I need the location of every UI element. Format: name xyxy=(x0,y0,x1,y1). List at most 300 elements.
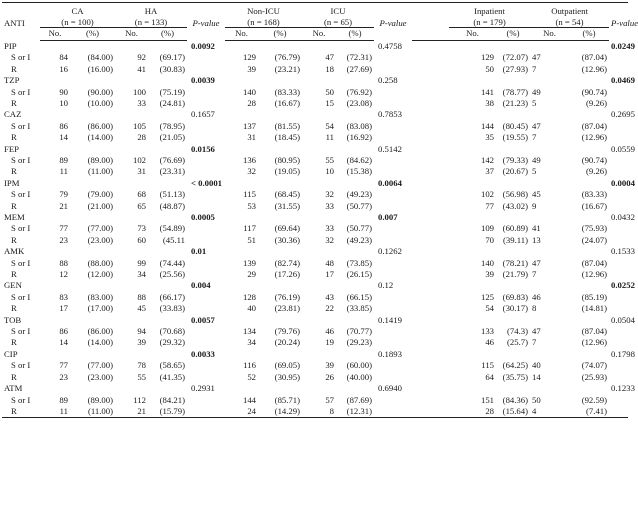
table-row xyxy=(2,223,628,234)
count-cell: 5 xyxy=(532,166,537,177)
p-value-ca-ha: < 0.0001 xyxy=(191,177,223,188)
percent-cell: (78.95) xyxy=(159,120,185,131)
percent-cell: (45.11 xyxy=(162,234,185,245)
pct-header: (%) xyxy=(258,28,302,41)
count-cell: 37 xyxy=(485,166,495,177)
count-cell: 100 xyxy=(132,86,146,97)
count-cell: 86 xyxy=(59,120,68,131)
drug-name: CAZ xyxy=(4,109,22,120)
count-cell: 50 xyxy=(325,86,335,97)
count-cell: 40 xyxy=(247,303,256,314)
drug-name: PIP xyxy=(4,40,17,51)
percent-cell: (11.00) xyxy=(87,166,113,177)
table-row xyxy=(2,395,628,406)
percent-cell: (80.45) xyxy=(502,120,529,131)
percent-cell: (79.76) xyxy=(274,326,301,337)
p-value-icu: 0.0064 xyxy=(378,177,402,188)
count-cell: 41 xyxy=(532,223,541,234)
p-value-inout: 0.0469 xyxy=(611,75,635,86)
percent-cell: (31.55) xyxy=(274,200,301,211)
percent-cell: (75.19) xyxy=(159,86,185,97)
count-cell: 52 xyxy=(247,371,256,382)
percent-cell: (17.26) xyxy=(274,269,301,280)
outpatient-header: Outpatient (n = 54) xyxy=(530,3,609,28)
percent-cell: (77.00) xyxy=(87,223,113,234)
percent-cell: (69.17) xyxy=(159,52,185,63)
p-value-header-2: P-value xyxy=(374,3,412,41)
count-cell: 115 xyxy=(243,189,256,200)
p-value-header-3: P-value xyxy=(609,3,628,41)
row-label: R xyxy=(11,132,17,143)
count-cell: 17 xyxy=(325,269,335,280)
count-cell: 79 xyxy=(59,189,68,200)
header-row-subcols xyxy=(2,28,628,41)
count-cell: 112 xyxy=(133,394,146,405)
count-cell: 64 xyxy=(485,371,495,382)
row-label: S or I xyxy=(11,394,31,405)
percent-cell: (24.81) xyxy=(159,97,185,108)
p-value-ca-ha: 0.0033 xyxy=(191,348,215,359)
percent-cell: (7.41) xyxy=(569,406,609,418)
drug-name: FEP xyxy=(4,143,19,154)
drug-name: TOB xyxy=(4,314,22,325)
icu-header: ICU (n = 65) xyxy=(302,3,374,28)
count-cell: 116 xyxy=(243,360,256,371)
percent-cell: (10.00) xyxy=(87,97,113,108)
drug-row xyxy=(2,349,628,360)
percent-cell: (26.15) xyxy=(346,269,373,280)
percent-cell: (83.33) xyxy=(581,189,608,200)
count-cell: 29 xyxy=(247,269,256,280)
percent-cell: (19.05) xyxy=(274,166,301,177)
p-value-inout: 0.0249 xyxy=(611,40,635,51)
p-value-header-1: P-value xyxy=(187,3,225,41)
table-row xyxy=(2,132,628,143)
no-header: No. xyxy=(302,28,336,41)
count-cell: 21 xyxy=(115,406,148,418)
percent-cell: (15.64) xyxy=(496,406,530,418)
percent-cell: (90.74) xyxy=(581,154,608,165)
count-cell: 49 xyxy=(532,154,541,165)
percent-cell: (69.83) xyxy=(502,291,529,302)
percent-cell: (39.11) xyxy=(503,234,529,245)
count-cell: 34 xyxy=(247,337,256,348)
percent-cell: (30.17) xyxy=(502,303,529,314)
percent-cell: (11.00) xyxy=(70,406,115,418)
count-cell: 105 xyxy=(132,120,146,131)
count-cell: 54 xyxy=(325,120,335,131)
percent-cell: (72.31) xyxy=(346,52,373,63)
percent-cell: (16.00) xyxy=(87,63,113,74)
percent-cell: (76.79) xyxy=(274,52,301,63)
percent-cell: (23.81) xyxy=(274,303,301,314)
count-cell: 115 xyxy=(481,360,495,371)
percent-cell: (79.33) xyxy=(502,154,529,165)
count-cell: 84 xyxy=(59,52,68,63)
percent-cell: (18.45) xyxy=(274,132,301,143)
drug-row xyxy=(2,41,628,52)
drug-row xyxy=(2,144,628,155)
p-value-icu: 0.7853 xyxy=(378,109,402,120)
percent-cell: (89.00) xyxy=(87,154,113,165)
no-header: No. xyxy=(40,28,70,41)
p-value-ca-ha: 0.0005 xyxy=(191,212,215,222)
percent-cell: (87.04) xyxy=(581,52,608,63)
percent-cell: (19.55) xyxy=(502,132,529,143)
percent-cell: (24.07) xyxy=(581,234,608,245)
percent-cell: (90.74) xyxy=(581,86,608,97)
count-cell: 8 xyxy=(302,406,336,418)
drug-row xyxy=(2,280,628,291)
table-row xyxy=(2,337,628,348)
drug-row xyxy=(2,383,628,394)
drug-name: IPM xyxy=(4,177,20,188)
p-value-icu: 0.1893 xyxy=(378,348,402,359)
count-cell: 136 xyxy=(242,154,256,165)
percent-cell: (30.36) xyxy=(274,234,301,245)
row-label: S or I xyxy=(11,257,31,268)
count-cell: 88 xyxy=(59,257,68,268)
percent-cell: (83.00) xyxy=(87,291,113,302)
percent-cell: (15.79) xyxy=(148,406,187,418)
table-row xyxy=(2,303,628,314)
row-label: R xyxy=(11,337,17,348)
count-cell: 140 xyxy=(480,257,495,268)
count-cell: 88 xyxy=(137,291,146,302)
count-cell: 60 xyxy=(137,234,146,245)
percent-cell: (14.81) xyxy=(581,303,608,314)
antibiotic-resistance-table xyxy=(2,2,638,418)
count-cell: 78 xyxy=(137,360,146,371)
percent-cell: (84.00) xyxy=(87,52,113,63)
count-cell: 38 xyxy=(485,97,495,108)
p-value-ca-ha: 0.004 xyxy=(191,280,211,291)
row-label: R xyxy=(11,97,17,108)
count-cell: 99 xyxy=(137,257,146,268)
drug-row xyxy=(2,75,628,86)
percent-cell: (72.07) xyxy=(502,52,529,63)
percent-cell: (25.93) xyxy=(581,371,608,382)
percent-cell: (87.69) xyxy=(346,394,373,405)
p-value-inout: 0.1533 xyxy=(611,246,635,257)
count-cell: 19 xyxy=(325,337,335,348)
percent-cell: (21.79) xyxy=(502,269,529,280)
percent-cell: (56.98) xyxy=(502,189,529,200)
count-cell: 151 xyxy=(480,394,495,405)
p-value-inout: 0.1798 xyxy=(611,348,635,359)
count-cell: 16 xyxy=(59,63,68,74)
percent-cell: (90.00) xyxy=(87,86,113,97)
table-row xyxy=(2,258,628,269)
percent-cell: (74.3) xyxy=(507,326,529,337)
drug-name: TZP xyxy=(4,75,20,86)
inpatient-header: Inpatient (n = 179) xyxy=(449,3,530,28)
row-label: R xyxy=(11,303,17,314)
percent-cell: (12.31) xyxy=(336,406,374,418)
percent-cell: (66.15) xyxy=(346,291,373,302)
percent-cell: (76.69) xyxy=(159,154,185,165)
count-cell: 73 xyxy=(137,223,146,234)
row-label: S or I xyxy=(11,189,31,200)
percent-cell: (75.93) xyxy=(581,223,608,234)
percent-cell: (54.89) xyxy=(159,223,185,234)
percent-cell: (80.95) xyxy=(274,154,301,165)
p-value-inout: 0.0504 xyxy=(611,314,635,325)
table-row xyxy=(2,269,628,280)
count-cell: 47 xyxy=(532,326,541,337)
percent-cell: (29.32) xyxy=(159,337,185,348)
count-cell: 14 xyxy=(532,371,541,382)
count-cell: 9 xyxy=(532,200,537,211)
count-cell: 4 xyxy=(530,406,569,418)
count-cell: 46 xyxy=(485,337,495,348)
percent-cell: (79.00) xyxy=(87,189,113,200)
count-cell: 133 xyxy=(480,326,495,337)
count-cell: 33 xyxy=(325,223,335,234)
count-cell: 137 xyxy=(242,120,256,131)
pct-header: (%) xyxy=(496,28,530,41)
percent-cell: (73.85) xyxy=(346,257,373,268)
count-cell: 14 xyxy=(59,337,68,348)
count-cell: 47 xyxy=(532,120,541,131)
count-cell: 77 xyxy=(59,223,68,234)
count-cell: 90 xyxy=(59,86,68,97)
p-value-icu: 0.1262 xyxy=(378,246,402,257)
percent-cell: (48.87) xyxy=(159,200,185,211)
anti-header: ANTI xyxy=(2,3,40,41)
count-cell: 22 xyxy=(325,303,335,314)
percent-cell: (23.00) xyxy=(87,371,113,382)
percent-cell: (82.74) xyxy=(274,257,301,268)
percent-cell: (14.29) xyxy=(258,406,302,418)
percent-cell: (92.59) xyxy=(581,394,608,405)
drug-name: MEM xyxy=(4,212,25,222)
no-header: No. xyxy=(449,28,496,41)
percent-cell: (17.00) xyxy=(87,303,113,314)
percent-cell: (16.67) xyxy=(581,200,608,211)
percent-cell: (84.36) xyxy=(502,394,529,405)
percent-cell: (12.00) xyxy=(87,269,113,280)
count-cell: 89 xyxy=(59,394,68,405)
count-cell: 10 xyxy=(59,97,68,108)
count-cell: 7 xyxy=(532,63,537,74)
count-cell: 144 xyxy=(480,120,495,131)
percent-cell: (69.64) xyxy=(274,223,301,234)
percent-cell: (68.45) xyxy=(274,189,301,200)
count-cell: 47 xyxy=(532,52,541,63)
percent-cell: (88.00) xyxy=(87,257,113,268)
table-row xyxy=(2,326,628,337)
count-cell: 28 xyxy=(137,132,146,143)
percent-cell: (85.71) xyxy=(274,394,301,405)
count-cell: 11 xyxy=(59,166,68,177)
percent-cell: (85.19) xyxy=(581,291,608,302)
table-row xyxy=(2,64,628,75)
count-cell: 10 xyxy=(325,166,335,177)
percent-cell: (76.19) xyxy=(274,291,301,302)
percent-cell: (78.21) xyxy=(502,257,529,268)
count-cell: 39 xyxy=(247,63,256,74)
count-cell: 39 xyxy=(325,360,335,371)
count-cell: 65 xyxy=(137,200,146,211)
percent-cell: (12.96) xyxy=(581,337,608,348)
table-row xyxy=(2,360,628,371)
table-row xyxy=(2,406,628,418)
count-cell: 28 xyxy=(449,406,496,418)
drug-row xyxy=(2,315,628,326)
percent-cell: (29.23) xyxy=(346,337,373,348)
percent-cell: (87.04) xyxy=(581,120,608,131)
row-label: S or I xyxy=(11,52,31,63)
percent-cell: (81.55) xyxy=(274,120,301,131)
pct-header: (%) xyxy=(569,28,609,41)
percent-cell: (27.93) xyxy=(502,63,529,74)
percent-cell: (16.67) xyxy=(274,97,301,108)
percent-cell: (60.89) xyxy=(502,223,529,234)
no-header: No. xyxy=(115,28,148,41)
drug-name: ATM xyxy=(4,383,23,394)
percent-cell: (9.26) xyxy=(586,166,608,177)
row-label: S or I xyxy=(11,86,31,97)
drug-name: GEN xyxy=(4,280,22,291)
table-row xyxy=(2,155,628,166)
count-cell: 7 xyxy=(532,337,537,348)
count-cell: 33 xyxy=(325,200,335,211)
count-cell: 40 xyxy=(532,360,541,371)
count-cell: 102 xyxy=(132,154,146,165)
row-label: S or I xyxy=(11,223,31,234)
count-cell: 141 xyxy=(480,86,495,97)
p-value-ca-ha: 0.0092 xyxy=(191,40,215,51)
drug-name: CIP xyxy=(4,348,18,359)
count-cell: 18 xyxy=(325,63,335,74)
percent-cell: (69.05) xyxy=(274,360,301,371)
table-row xyxy=(2,52,628,63)
count-cell: 77 xyxy=(59,360,68,371)
row-label: R xyxy=(11,166,17,177)
percent-cell: (25.56) xyxy=(159,269,185,280)
ca-header: CA (n = 100) xyxy=(40,3,115,28)
count-cell: 11 xyxy=(325,132,335,143)
count-cell: 41 xyxy=(137,63,146,74)
count-cell: 39 xyxy=(485,269,495,280)
percent-cell: (86.00) xyxy=(87,326,113,337)
pct-header: (%) xyxy=(70,28,115,41)
p-value-ca-ha: 0.0057 xyxy=(191,314,215,325)
count-cell: 70 xyxy=(485,234,495,245)
row-label: R xyxy=(11,234,17,245)
table-row xyxy=(2,292,628,303)
table-row xyxy=(2,98,628,109)
percent-cell: (33.85) xyxy=(346,303,373,314)
count-cell: 26 xyxy=(325,371,335,382)
count-cell: 23 xyxy=(59,371,68,382)
no-header: No. xyxy=(225,28,258,41)
percent-cell: (70.77) xyxy=(346,326,373,337)
percent-cell: (23.00) xyxy=(87,234,113,245)
percent-cell: (74.07) xyxy=(581,360,608,371)
p-value-ca-ha: 0.2931 xyxy=(191,383,215,394)
count-cell: 102 xyxy=(480,189,495,200)
table-row xyxy=(2,189,628,200)
count-cell: 109 xyxy=(480,223,495,234)
p-value-ca-ha: 0.0039 xyxy=(191,75,215,86)
count-cell: 39 xyxy=(137,337,146,348)
count-cell: 92 xyxy=(137,52,146,63)
count-cell: 46 xyxy=(532,291,541,302)
count-cell: 35 xyxy=(485,132,495,143)
count-cell: 47 xyxy=(325,52,335,63)
header-row-groups xyxy=(2,3,628,28)
count-cell: 68 xyxy=(137,189,146,200)
p-value-inout: 0.1233 xyxy=(611,383,635,394)
count-cell: 12 xyxy=(59,269,68,280)
count-cell: 55 xyxy=(137,371,146,382)
percent-cell: (21.00) xyxy=(87,200,113,211)
row-label: S or I xyxy=(11,291,31,302)
percent-cell: (60.00) xyxy=(346,360,373,371)
percent-cell: (66.17) xyxy=(159,291,185,302)
percent-cell: (12.96) xyxy=(581,269,608,280)
percent-cell: (16.92) xyxy=(346,132,373,143)
percent-cell: (70.68) xyxy=(159,326,185,337)
percent-cell: (23.21) xyxy=(274,63,301,74)
count-cell: 7 xyxy=(532,132,537,143)
table-row xyxy=(2,87,628,98)
p-value-ca-ha: 0.0156 xyxy=(191,143,215,154)
percent-cell: (33.83) xyxy=(159,303,185,314)
percent-cell: (30.83) xyxy=(159,63,185,74)
count-cell: 77 xyxy=(485,200,495,211)
count-cell: 83 xyxy=(59,291,68,302)
count-cell: 47 xyxy=(532,257,541,268)
count-cell: 24 xyxy=(225,406,258,418)
percent-cell: (15.38) xyxy=(346,166,373,177)
count-cell: 139 xyxy=(242,257,256,268)
count-cell: 128 xyxy=(242,291,256,302)
percent-cell: (21.05) xyxy=(159,132,185,143)
p-value-icu: 0.5142 xyxy=(378,143,402,154)
count-cell: 53 xyxy=(247,200,256,211)
percent-cell: (20.67) xyxy=(502,166,529,177)
count-cell: 15 xyxy=(325,97,335,108)
count-cell: 5 xyxy=(532,97,537,108)
table-row xyxy=(2,166,628,177)
percent-cell: (14.00) xyxy=(87,337,113,348)
percent-cell: (23.31) xyxy=(159,166,185,177)
nonicu-header: Non-ICU (n = 168) xyxy=(225,3,302,28)
count-cell: 49 xyxy=(532,86,541,97)
percent-cell: (87.04) xyxy=(581,257,608,268)
count-cell: 31 xyxy=(137,166,146,177)
count-cell: 45 xyxy=(532,189,541,200)
p-value-icu: 0.1419 xyxy=(378,314,402,325)
count-cell: 57 xyxy=(325,394,335,405)
drug-row xyxy=(2,109,628,120)
row-label: S or I xyxy=(11,326,31,337)
percent-cell: (25.7) xyxy=(507,337,529,348)
percent-cell: (83.33) xyxy=(274,86,301,97)
percent-cell: (14.00) xyxy=(87,132,113,143)
count-cell: 50 xyxy=(485,63,495,74)
count-cell: 7 xyxy=(532,269,537,280)
table-row xyxy=(2,201,628,212)
pct-header: (%) xyxy=(336,28,374,41)
count-cell: 32 xyxy=(325,189,335,200)
count-cell: 8 xyxy=(532,303,537,314)
count-cell: 117 xyxy=(243,223,256,234)
drug-row xyxy=(2,212,628,223)
